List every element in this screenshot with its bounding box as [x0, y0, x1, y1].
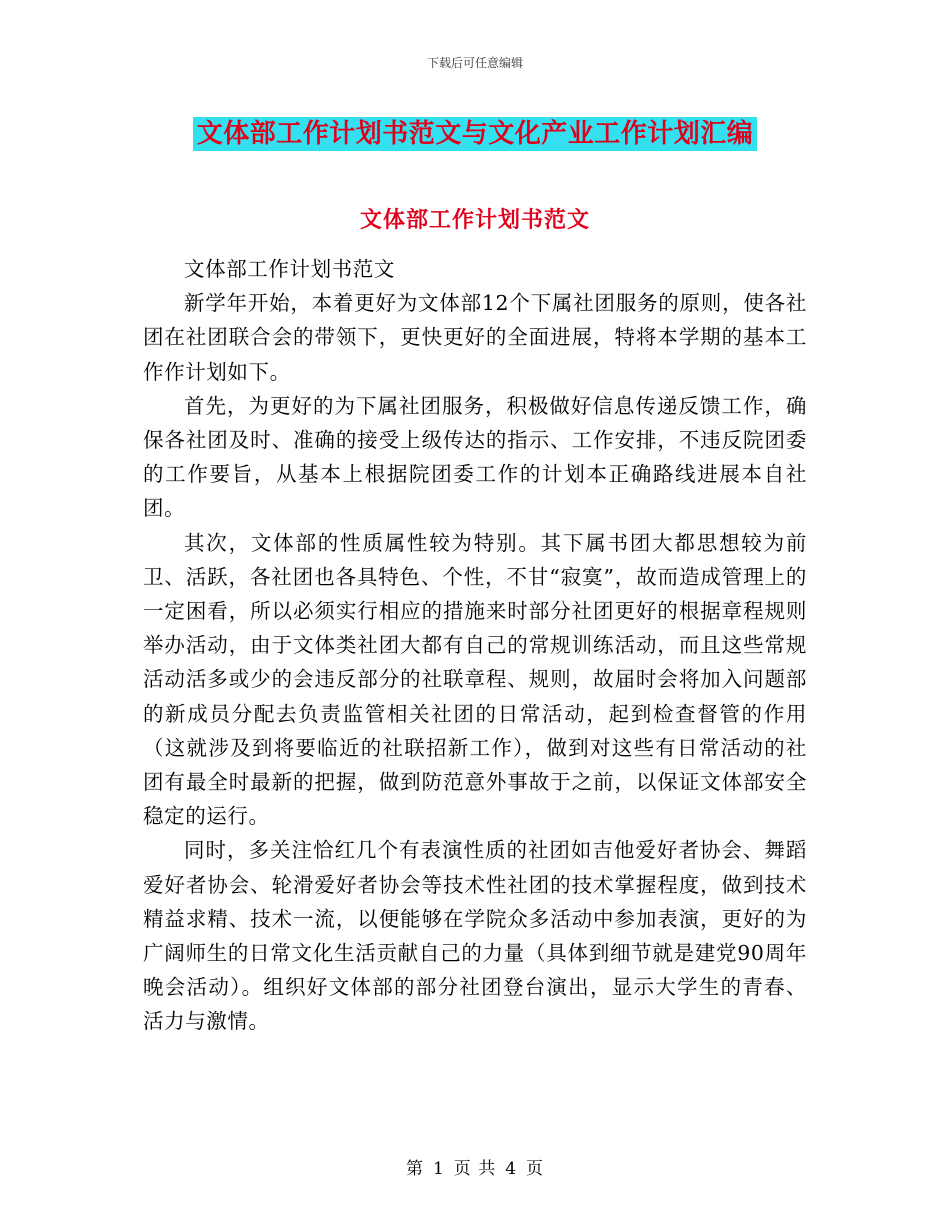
paragraph: 同时，多关注恰红几个有表演性质的社团如吉他爱好者协会、舞蹈爱好者协会、轮滑爱好者协会等技术性社团的技术掌握程度，做到技术精益求精、技术一流，以便能够在学院众多活动中参加表演，更好的为广阔师生的日常文化生活贡献自己的力量（具体到细节就是建党90周年晚会活动）。组织好文体部的部分社团登台演出，显示大学生的青春、活力与激情。	[143, 838, 807, 1034]
paragraph: 文体部工作计划书范文	[184, 257, 395, 281]
document-sub-title: 文体部工作计划书范文	[359, 207, 590, 233]
document-main-title	[0, 113, 950, 150]
footer-suffix: 页	[526, 1159, 545, 1179]
paragraph: 首先，为更好的为下属社团服务，积极做好信息传递反馈工作，确保各社团及时、准确的接受上级传达的指示、工作安排，不违反院团委的工作要旨，从基本上根据院团委工作的计划本正确路线进展本自社团。	[143, 393, 807, 521]
document-body	[143, 252, 807, 1039]
paragraph: 新学年开始，本着更好为文体部12个下属社团服务的原则，使各社团在社团联合会的带领下，更快更好的全面进展，特将本学期的基本工作作计划如下。	[143, 291, 807, 384]
footer-middle: 页 共	[453, 1159, 497, 1179]
main-title-text: 文体部工作计划书范文与文化产业工作计划汇编	[193, 117, 758, 151]
current-page-number: 1	[432, 1159, 445, 1179]
page-header-note: 下载后可任意编辑	[426, 56, 523, 70]
total-page-count: 4	[505, 1159, 518, 1179]
page-footer	[0, 1154, 950, 1179]
paragraph: 其次，文体部的性质属性较为特别。其下属书团大都思想较为前卫、活跃，各社团也各具特色、个性，不甘“寂寞”，故而造成管理上的一定困看，所以必须实行相应的措施来时部分社团更好的根据章程规则举办活动，由于文体类社团大都有自己的常规训练活动，而且这些常规活动活多或少的会违反部分的社联章程、规则，故届时会将加入问题部的新成员分配去负责监管相关社团的日常活动，起到检查督管的作用（这就涉及到将要临近的社联招新工作），做到对这些有日常活动的社团有最全时最新的把握，做到防范意外事故于之前，以保证文体部安全稳定的运行。	[143, 530, 807, 829]
footer-prefix: 第	[405, 1159, 424, 1179]
